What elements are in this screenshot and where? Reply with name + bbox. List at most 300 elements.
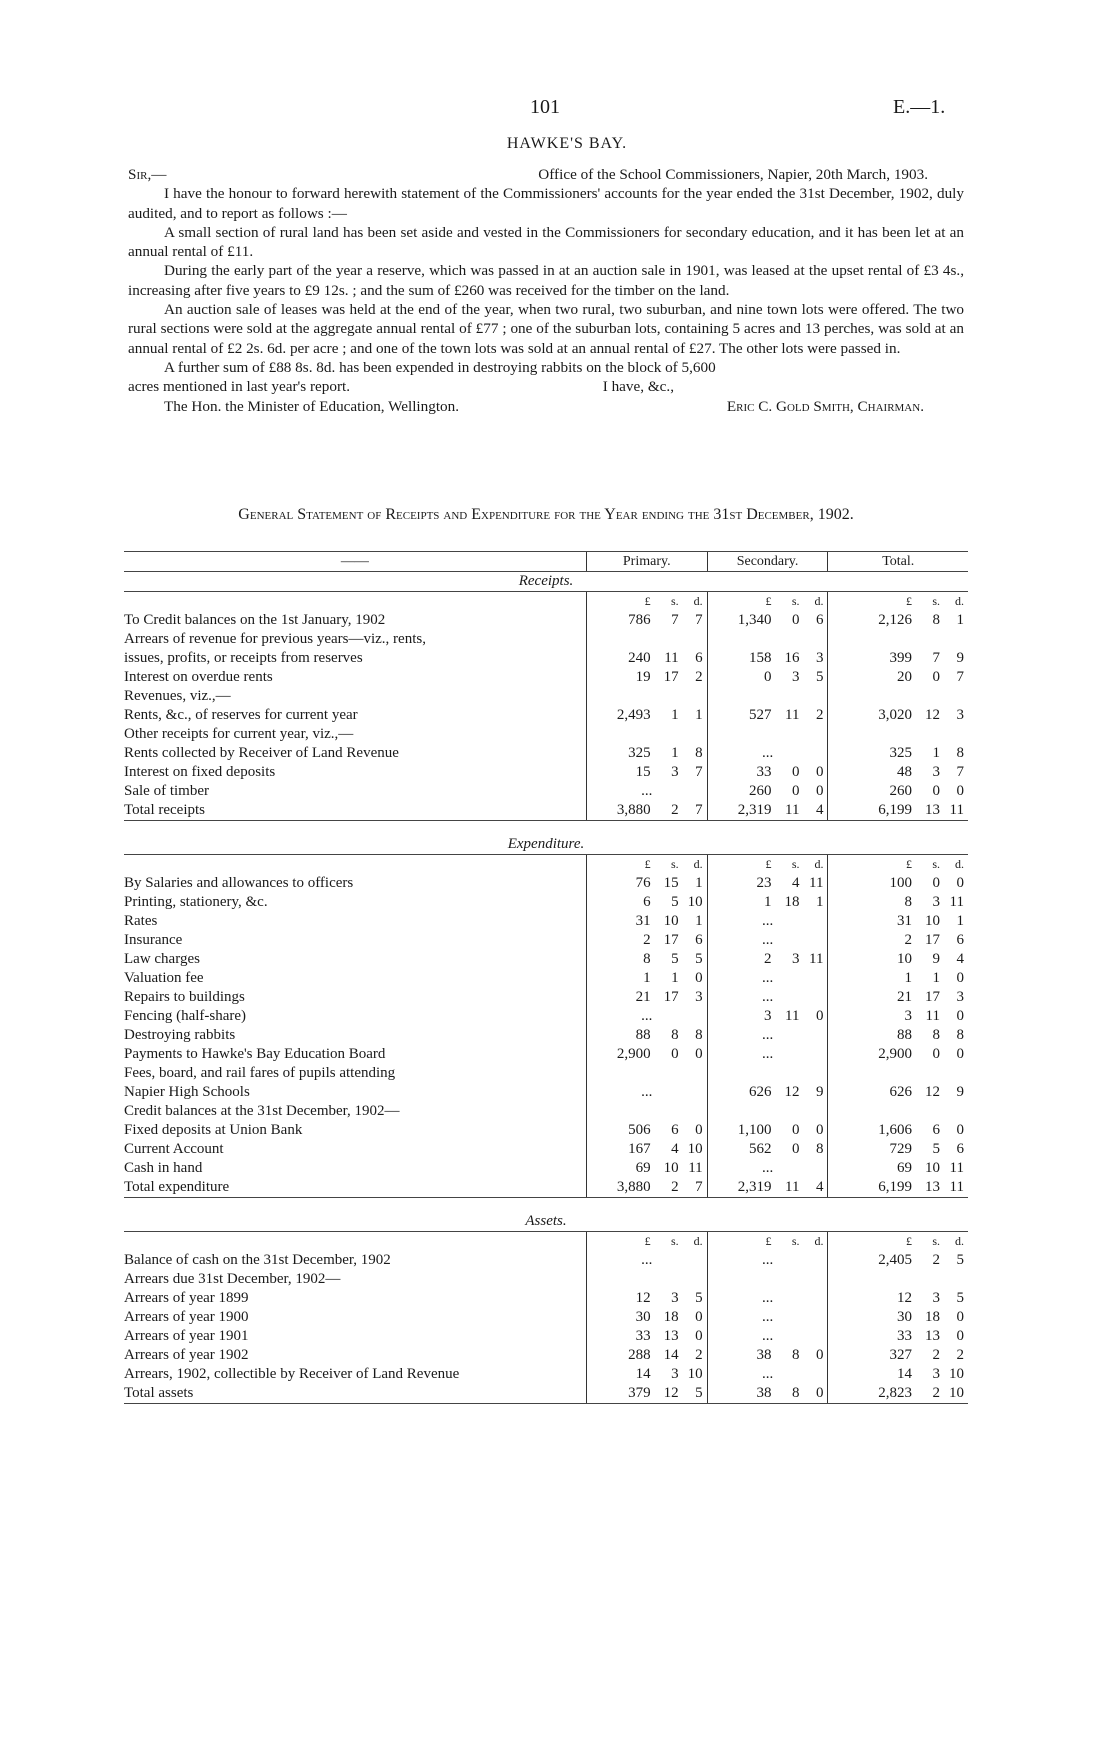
amount	[828, 801, 968, 820]
shillings-value: 2	[932, 1347, 940, 1363]
amount-cell	[828, 874, 968, 893]
amount	[828, 1045, 968, 1064]
units	[708, 1232, 828, 1251]
pounds-value: 2,493	[616, 707, 651, 723]
amount-cell	[828, 763, 968, 782]
amount	[828, 706, 968, 725]
section-title: HAWKE'S BAY.	[506, 135, 628, 152]
pence-value: 0	[956, 783, 964, 799]
shillings-value: 11	[785, 802, 800, 818]
pounds-value: 3,880	[616, 1179, 651, 1195]
pence-unit: d.	[814, 857, 824, 871]
section-heading-row	[124, 572, 968, 592]
pounds-value: 325	[628, 745, 651, 761]
letter	[128, 165, 964, 416]
amount	[828, 1083, 968, 1102]
shillings-value: 1	[671, 707, 679, 723]
shillings-value: 0	[791, 1141, 800, 1157]
amount	[828, 1026, 968, 1045]
amount	[828, 988, 968, 1007]
shillings-value: 10	[925, 913, 940, 929]
amount-cell	[707, 1384, 828, 1404]
row-label: Cash in hand	[124, 1160, 203, 1176]
pence-value: 0	[695, 1309, 703, 1325]
amount	[587, 1346, 707, 1365]
pence-value: 8	[695, 745, 703, 761]
pence-value: 0	[956, 1122, 964, 1138]
ellipsis: ...	[761, 1027, 774, 1043]
amount-cell	[707, 969, 828, 988]
amount-cell	[707, 1308, 828, 1327]
amount-cell	[828, 1102, 968, 1121]
row-label: Fencing (half-share)	[124, 1008, 247, 1024]
units	[828, 592, 968, 611]
shillings-value: 18	[925, 1309, 940, 1325]
pounds-value: 325	[889, 745, 912, 761]
amount	[828, 1121, 968, 1140]
statement-row	[124, 969, 968, 988]
statement-title: General Statement of Receipts and Expenditure for the Year ending the 31st December, 1902.	[238, 506, 854, 523]
shillings-value: 3	[932, 1290, 940, 1306]
pence-value: 5	[695, 1290, 703, 1306]
shillings-value: 13	[925, 1179, 940, 1195]
row-label: Arrears, 1902, collectible by Receiver of Land Revenue	[124, 1366, 460, 1382]
amount-cell	[828, 725, 968, 744]
amount-cell	[707, 687, 828, 706]
total-label: Total expenditure	[124, 1178, 586, 1198]
amount-cell	[707, 649, 828, 668]
amount-cell	[707, 1365, 828, 1384]
amount-cell	[586, 1064, 707, 1083]
ellipsis: ...	[641, 1084, 653, 1100]
pence-value: 0	[956, 1008, 964, 1024]
pounds-value: 21	[897, 989, 912, 1005]
amount-cell	[828, 1178, 968, 1198]
pence-value: 10	[687, 1141, 703, 1157]
pounds-value: 8	[904, 894, 912, 910]
office-line: Office of the School Commissioners, Napier, 20th March, 1903.	[538, 166, 928, 183]
amount-cell	[586, 1346, 707, 1365]
row-label: Arrears of year 1901	[124, 1328, 249, 1344]
amount	[587, 931, 707, 950]
pence-value: 0	[815, 1347, 824, 1363]
statement-row	[124, 1327, 968, 1346]
pence-value: 11	[949, 1160, 964, 1176]
pounds-value: 69	[635, 1160, 651, 1176]
amount	[828, 931, 968, 950]
statement-row	[124, 630, 968, 649]
amount-cell	[828, 801, 968, 821]
amount-cell	[707, 874, 828, 893]
currency-units	[828, 1232, 968, 1252]
pence-value: 10	[949, 1385, 964, 1401]
amount	[708, 1121, 828, 1140]
shillings-value: 11	[785, 1008, 800, 1024]
pounds-value: 88	[897, 1027, 912, 1043]
amount-cell	[707, 1346, 828, 1365]
amount-cell	[707, 1064, 828, 1083]
pence-value: 9	[956, 1084, 964, 1100]
pounds-value: 3	[763, 1008, 772, 1024]
paragraph: A further sum of £88 8s. 8d. has been expended in destroying rabbits on the block of 5,600	[164, 358, 716, 376]
paragraph-end: acres mentioned in last year's report.	[128, 378, 351, 396]
amount-cell	[707, 1007, 828, 1026]
section-spacer	[124, 821, 968, 836]
shillings-value: 8	[932, 1027, 940, 1043]
amount-cell	[707, 782, 828, 801]
amount	[828, 1007, 968, 1026]
amount-cell	[586, 611, 707, 630]
pence-unit: d.	[955, 594, 964, 608]
shillings-value: 0	[791, 612, 800, 628]
amount-cell	[828, 782, 968, 801]
pounds-value: 2,405	[878, 1252, 912, 1268]
amount	[708, 1346, 828, 1365]
row-label: Insurance	[124, 932, 183, 948]
statement-row	[124, 668, 968, 687]
shillings-value: 8	[671, 1027, 679, 1043]
amount-cell	[828, 912, 968, 931]
ellipsis: ...	[641, 783, 653, 799]
pounds-value: 379	[628, 1385, 651, 1401]
total-column-header: Total.	[828, 552, 968, 572]
row-label: Law charges	[124, 951, 200, 967]
row-label: Rents, &c., of reserves for current year	[124, 707, 358, 723]
pence-value: 7	[695, 612, 703, 628]
pence-value: 0	[956, 1309, 964, 1325]
amount-cell	[828, 611, 968, 630]
pence-value: 5	[815, 669, 824, 685]
amount	[708, 1140, 828, 1159]
amount-cell	[586, 1384, 707, 1404]
amount	[828, 1178, 968, 1197]
spacer	[124, 1232, 586, 1252]
pounds-value: 2	[643, 932, 651, 948]
amount	[587, 1121, 707, 1140]
amount-cell	[707, 1102, 828, 1121]
amount	[587, 763, 707, 782]
amount	[587, 1140, 707, 1159]
pence-value: 1	[695, 707, 703, 723]
amount	[828, 782, 968, 801]
pence-value: 0	[956, 1046, 964, 1062]
amount-cell	[586, 668, 707, 687]
pence-value: 4	[815, 1179, 824, 1195]
pounds-value: 288	[628, 1347, 651, 1363]
shillings-value: 3	[671, 764, 679, 780]
shillings-value: 3	[932, 1366, 940, 1382]
row-label: Current Account	[124, 1141, 224, 1157]
pounds-value: 88	[635, 1027, 651, 1043]
pence-unit: d.	[693, 1234, 703, 1248]
amount-cell	[707, 988, 828, 1007]
pounds-value: 2,126	[878, 612, 912, 628]
shillings-value: 1	[932, 745, 940, 761]
amount	[708, 1178, 828, 1197]
units	[587, 855, 707, 874]
pounds-value: 1	[763, 894, 772, 910]
pounds-value: 3,020	[878, 707, 912, 723]
pence-value: 0	[815, 764, 824, 780]
row-label: Fixed deposits at Union Bank	[124, 1122, 303, 1138]
row-label: Arrears of revenue for previous years—viz., rents,	[124, 631, 426, 647]
amount-cell	[828, 706, 968, 725]
statement-row	[124, 763, 968, 782]
shillings-value: 3	[671, 1366, 679, 1382]
amount-cell	[586, 1159, 707, 1178]
amount-cell	[586, 1121, 707, 1140]
amount	[828, 1140, 968, 1159]
amount-cell	[828, 950, 968, 969]
shillings-value: 8	[932, 612, 940, 628]
section-heading: Receipts.	[518, 573, 574, 589]
pence-unit: d.	[955, 857, 964, 871]
row-label: To Credit balances on the 1st January, 1902	[124, 612, 386, 628]
pounds-value: 76	[635, 875, 651, 891]
statement-row	[124, 874, 968, 893]
amount-cell	[707, 1083, 828, 1102]
page-number: 101	[530, 96, 560, 118]
shillings-value: 7	[671, 612, 679, 628]
pounds-value: 562	[748, 1141, 772, 1157]
amount-cell	[828, 1308, 968, 1327]
shillings-unit: s.	[791, 1234, 800, 1248]
total-row	[124, 1384, 968, 1404]
amount	[828, 1346, 968, 1365]
statement-row	[124, 1121, 968, 1140]
closing-line	[128, 377, 964, 396]
pence-value: 9	[815, 1084, 824, 1100]
units	[708, 855, 828, 874]
amount-cell	[707, 630, 828, 649]
pence-value: 1	[956, 612, 964, 628]
amount	[587, 1384, 707, 1403]
pence-value: 0	[815, 783, 824, 799]
amount	[708, 801, 828, 820]
ellipsis: ...	[761, 1366, 774, 1382]
currency-units	[586, 592, 707, 612]
amount	[587, 744, 707, 763]
shillings-value: 2	[932, 1385, 940, 1401]
pence-value: 6	[815, 612, 824, 628]
amount-cell	[707, 893, 828, 912]
row-label: Arrears of year 1900	[124, 1309, 249, 1325]
pence-value: 2	[956, 1347, 964, 1363]
pounds-value: 33	[897, 1328, 912, 1344]
amount	[587, 1159, 707, 1178]
secondary-column-header: Secondary.	[707, 552, 828, 572]
pence-unit: d.	[955, 1234, 964, 1248]
currency-units	[828, 592, 968, 612]
shillings-unit: s.	[670, 594, 679, 608]
amount-cell	[828, 1327, 968, 1346]
amount-cell	[586, 1365, 707, 1384]
pounds-value: 158	[748, 650, 772, 666]
amount	[587, 649, 707, 668]
pounds-value: 2	[763, 951, 772, 967]
ellipsis: ...	[761, 1309, 774, 1325]
pounds-value: 3	[904, 1008, 912, 1024]
shillings-value: 16	[784, 650, 800, 666]
amount	[708, 763, 828, 782]
row-label: Destroying rabbits	[124, 1027, 236, 1043]
pounds-value: 1,100	[737, 1122, 772, 1138]
pence-value: 11	[949, 1179, 964, 1195]
amount-cell	[586, 893, 707, 912]
pounds-value: 12	[897, 1290, 912, 1306]
shillings-value: 6	[932, 1122, 940, 1138]
amount-cell	[586, 1102, 707, 1121]
shillings-unit: s.	[932, 594, 940, 608]
pence-value: 10	[949, 1366, 964, 1382]
amount	[828, 1289, 968, 1308]
pounds-value: 2,823	[878, 1385, 912, 1401]
pounds-unit: £	[906, 857, 912, 871]
pounds-value: 33	[635, 1328, 651, 1344]
statement-row	[124, 1026, 968, 1045]
pence-value: 2	[695, 669, 703, 685]
shillings-value: 11	[785, 1179, 800, 1195]
currency-units	[828, 855, 968, 875]
amount-cell	[707, 1251, 828, 1270]
pence-value: 8	[695, 1027, 703, 1043]
pounds-value: 30	[897, 1309, 912, 1325]
pounds-value: 8	[643, 951, 651, 967]
ellipsis: ...	[641, 1252, 653, 1268]
section-heading-row	[124, 1212, 968, 1232]
ellipsis: ...	[761, 1160, 774, 1176]
amount-cell	[707, 1270, 828, 1289]
amount	[708, 950, 828, 969]
pence-unit: d.	[814, 1234, 824, 1248]
pence-value: 7	[956, 764, 964, 780]
amount-cell	[707, 931, 828, 950]
amount-cell	[828, 1064, 968, 1083]
amount	[708, 1384, 828, 1403]
shillings-value: 7	[932, 650, 940, 666]
amount	[828, 649, 968, 668]
amount-cell	[828, 1045, 968, 1064]
amount	[828, 1251, 968, 1270]
amount-cell	[707, 668, 828, 687]
primary-column-header: Primary.	[586, 552, 707, 572]
shillings-value: 0	[932, 669, 940, 685]
amount-cell	[586, 1026, 707, 1045]
amount	[587, 1327, 707, 1346]
shillings-value: 12	[784, 1084, 800, 1100]
amount	[708, 611, 828, 630]
amount	[828, 950, 968, 969]
ellipsis: ...	[761, 932, 774, 948]
statement-row	[124, 1251, 968, 1270]
pence-value: 8	[815, 1141, 824, 1157]
shillings-unit: s.	[791, 594, 800, 608]
row-label: Credit balances at the 31st December, 1902—	[124, 1103, 400, 1119]
pounds-value: 2,900	[616, 1046, 651, 1062]
shillings-value: 8	[791, 1347, 800, 1363]
amount-cell	[707, 744, 828, 763]
amount	[587, 1365, 707, 1384]
amount-cell	[707, 1289, 828, 1308]
pence-unit: d.	[693, 857, 703, 871]
amount-cell	[828, 1289, 968, 1308]
pounds-value: 2	[904, 932, 912, 948]
statement-row	[124, 950, 968, 969]
amount-cell	[828, 893, 968, 912]
shillings-value: 10	[663, 1160, 679, 1176]
pounds-unit: £	[644, 857, 651, 871]
amount	[828, 1384, 968, 1403]
shillings-value: 0	[671, 1046, 679, 1062]
row-label: issues, profits, or receipts from reserves	[124, 650, 363, 666]
amount-cell	[707, 1026, 828, 1045]
pounds-value: 260	[889, 783, 912, 799]
shillings-value: 18	[663, 1309, 679, 1325]
amount-cell	[828, 1346, 968, 1365]
row-label: Fees, board, and rail fares of pupils attending	[124, 1065, 396, 1081]
statement-row	[124, 912, 968, 931]
pence-value: 0	[815, 1385, 824, 1401]
amount	[828, 893, 968, 912]
pounds-value: 626	[748, 1084, 772, 1100]
pounds-value: 31	[635, 913, 651, 929]
section-spacer	[124, 1404, 968, 1419]
statement-row	[124, 1083, 968, 1102]
pence-value: 6	[956, 1141, 964, 1157]
pence-value: 6	[695, 932, 703, 948]
amount-cell	[586, 1178, 707, 1198]
pence-value: 4	[815, 802, 824, 818]
statement-row	[124, 744, 968, 763]
shillings-value: 12	[925, 707, 940, 723]
pounds-value: 1,340	[737, 612, 772, 628]
letter-heading	[128, 165, 964, 184]
amount	[828, 763, 968, 782]
pounds-value: 2,319	[737, 1179, 772, 1195]
pence-value: 11	[809, 951, 824, 967]
pence-value: 3	[695, 989, 703, 1005]
pounds-value: 6	[643, 894, 651, 910]
shillings-value: 1	[932, 970, 940, 986]
spacer	[124, 592, 586, 612]
pounds-value: 15	[635, 764, 651, 780]
amount-cell	[828, 744, 968, 763]
shillings-value: 11	[925, 1008, 940, 1024]
amount-cell	[586, 1251, 707, 1270]
shillings-value: 5	[671, 951, 679, 967]
pence-value: 11	[688, 1160, 703, 1176]
row-label: Rents collected by Receiver of Land Revenue	[124, 745, 399, 761]
ellipsis: ...	[641, 1008, 653, 1024]
shillings-value: 13	[925, 1328, 940, 1344]
ellipsis: ...	[761, 970, 774, 986]
amount-cell	[707, 611, 828, 630]
amount-cell	[828, 988, 968, 1007]
amount-cell	[586, 763, 707, 782]
amount-cell	[586, 1007, 707, 1026]
amount	[708, 1083, 828, 1102]
pounds-value: 506	[628, 1122, 651, 1138]
amount-cell	[586, 1140, 707, 1159]
pounds-value: 12	[635, 1290, 651, 1306]
shillings-value: 3	[791, 669, 800, 685]
amount-cell	[586, 725, 707, 744]
row-label: Rates	[124, 913, 158, 929]
amount	[587, 801, 707, 820]
statement-body	[124, 552, 968, 1419]
pence-value: 0	[956, 970, 964, 986]
amount-cell	[586, 969, 707, 988]
